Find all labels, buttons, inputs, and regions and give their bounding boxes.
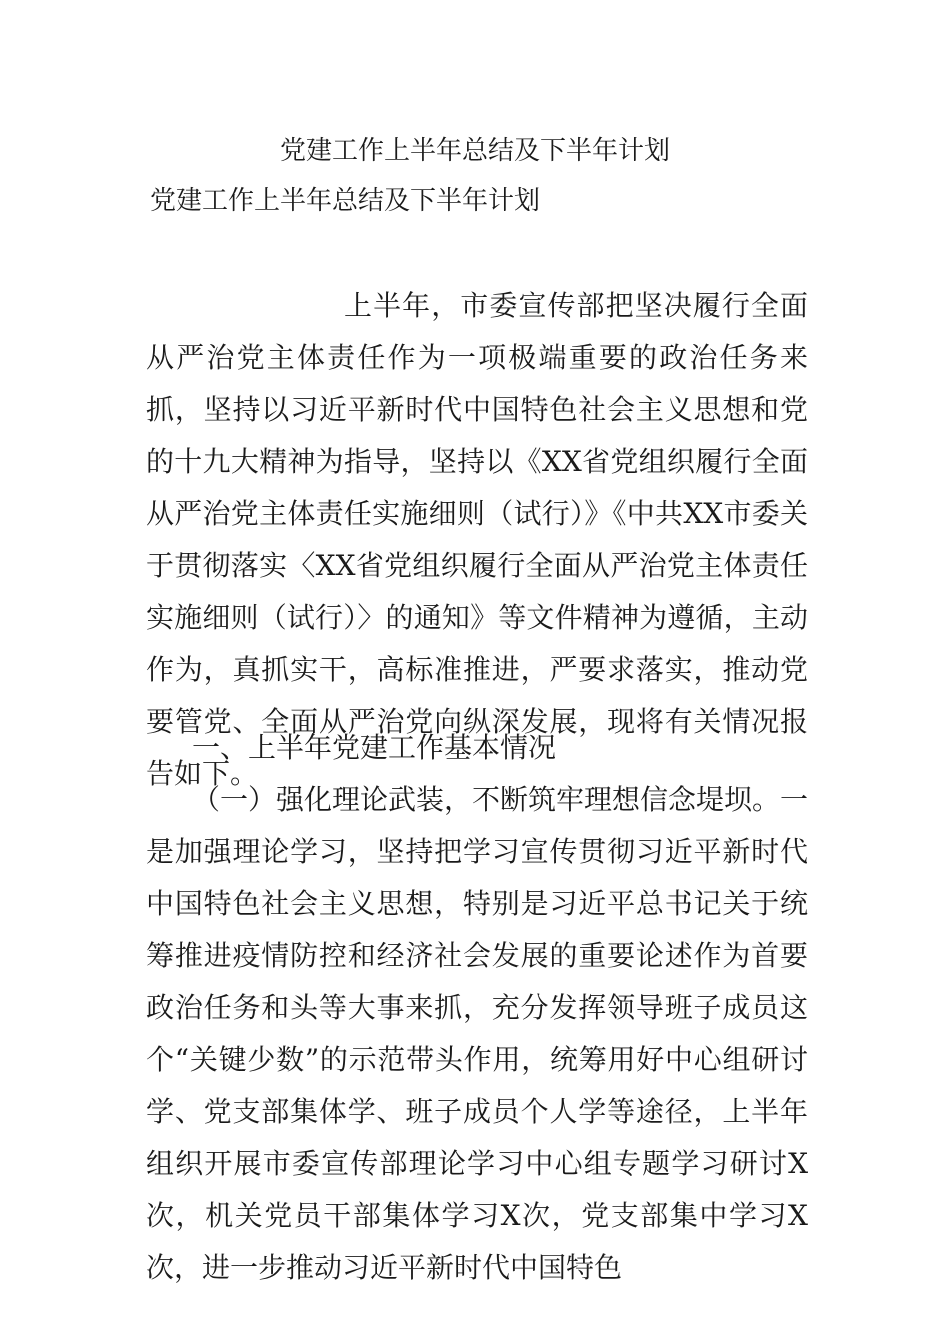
intro-paragraph: 上半年，市委宣传部把坚决履行全面从严治党主体责任作为一项极端重要的政治任务来抓，坚持以习近平新时代中国特色社会主义思想和党的十九大精神为指导，坚持以《XX省党组织履行全面从严治党主体责任实施细则（试行）》《中共XX市委关于贯彻落实〈XX省党组织履行全面从严治党主体责任实施细则（试行）〉的通知》等文件精神为遵循，主动作为，真抓实干，高标准推进，严要求落实，推动党要管党、全面从严治党向纵深发展，现将有关情况报告如下。 <box>146 289 808 790</box>
section-1-paragraph: （一）强化理论武装，不断筑牢理想信念堤坝。一是加强理论学习，坚持把学习宣传贯彻习近平新时代中国特色社会主义思想，特别是习近平总书记关于统筹推进疫情防控和经济社会发展的重要论述作为首要政治任务和头等大事来抓，充分发挥领导班子成员这个“关键少数”的示范带头作用，统筹用好中心组研讨学、党支部集体学、班子成员个人学等途径，上半年组织开展市委宣传部理论学习中心组专题学习研讨X次，机关党员干部集体学习X次，党支部集中学习X次，进一步推动习近平新时代中国特色 <box>146 783 809 1284</box>
document-title: 党建工作上半年总结及下半年计划 <box>279 136 670 166</box>
section-heading: 一、上半年党建工作基本情况 <box>192 731 557 764</box>
document-subtitle: 党建工作上半年总结及下半年计划 <box>150 186 541 216</box>
